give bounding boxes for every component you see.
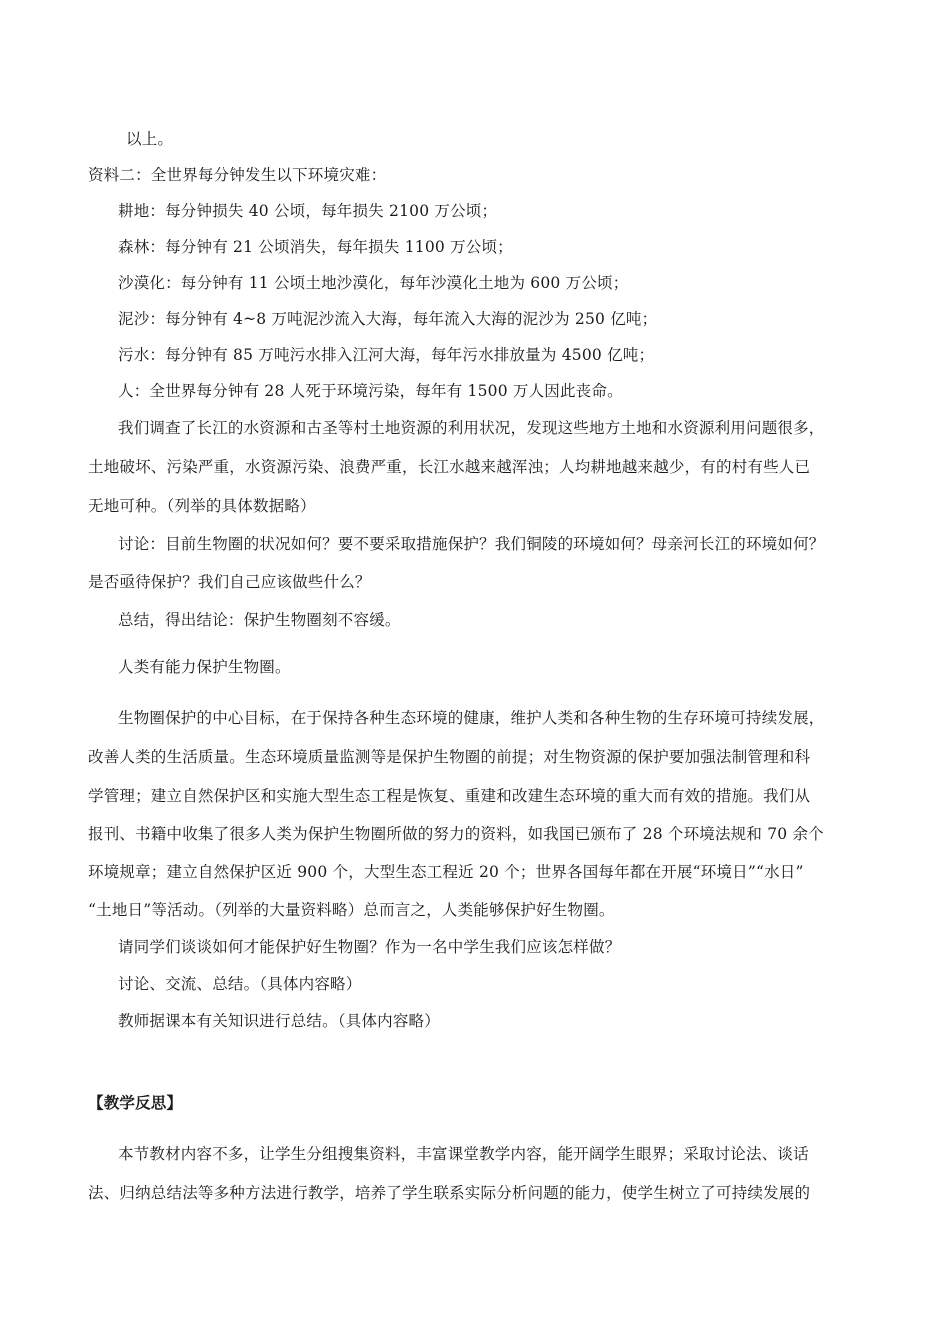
text-line: 森林：每分钟有 21 公顷消失，每年损失 1100 万公顷； <box>118 238 513 256</box>
text-line: 改善人类的生活质量。生态环境质量监测等是保护生物圈的前提；对生物资源的保护要加强法制管理和科 <box>88 748 811 766</box>
text-line: 泥沙：每分钟有 4~8 万吨泥沙流入大海，每年流入大海的泥沙为 250 亿吨； <box>118 310 658 328</box>
text-line: 学管理；建立自然保护区和实施大型生态工程是恢复、重建和改建生态环境的重大而有效的措施。我们从 <box>88 787 811 805</box>
text-line: 以上。 <box>126 130 174 148</box>
text-line: 讨论、交流、总结。（具体内容略） <box>118 975 362 993</box>
text-line: 无地可种。（列举的具体数据略） <box>88 497 316 515</box>
text-line: 环境规章；建立自然保护区近 900 个，大型生态工程近 20 个；世界各国每年都在开展“环境日”“水日” <box>88 863 804 881</box>
text-line: 沙漠化：每分钟有 11 公顷土地沙漠化，每年沙漠化土地为 600 万公顷； <box>118 274 629 292</box>
text-line: 耕地：每分钟损失 40 公顷，每年损失 2100 万公顷； <box>118 202 498 220</box>
section-heading: 【教学反思】 <box>88 1094 183 1112</box>
text-line: 总结，得出结论：保护生物圈刻不容缓。 <box>118 611 401 629</box>
text-line: 教师据课本有关知识进行总结。（具体内容略） <box>118 1012 440 1030</box>
text-line: 本节教材内容不多，让学生分组搜集资料，丰富课堂教学内容，能开阔学生眼界；采取讨论法、谈话 <box>118 1145 809 1163</box>
text-line: 报刊、书籍中收集了很多人类为保护生物圈所做的努力的资料，如我国已颁布了 28 个环境法规和 70 余个 <box>88 825 824 843</box>
text-line: 生物圈保护的中心目标，在于保持各种生态环境的健康，维护人类和各种生物的生存环境可持续发展， <box>118 709 825 727</box>
text-line: 我们调查了长江的水资源和古圣等村土地资源的利用状况，发现这些地方土地和水资源利用问题很多， <box>118 419 825 437</box>
text-line: 讨论：目前生物圈的状况如何？要不要采取措施保护？我们铜陵的环境如何？母亲河长江的环境如何？ <box>118 535 825 553</box>
text-line: 请同学们谈谈如何才能保护好生物圈？作为一名中学生我们应该怎样做？ <box>118 938 621 956</box>
text-line: 污水：每分钟有 85 万吨污水排入江河大海，每年污水排放量为 4500 亿吨； <box>118 346 655 364</box>
text-line: 资料二：全世界每分钟发生以下环境灾难： <box>88 166 387 184</box>
text-line: 人：全世界每分钟有 28 人死于环境污染，每年有 1500 万人因此丧命。 <box>118 382 623 400</box>
text-line: “土地日”等活动。（列举的大量资料略）总而言之，人类能够保护好生物圈。 <box>88 901 615 919</box>
text-line: 人类有能力保护生物圈。 <box>118 658 291 676</box>
text-line: 法、归纳总结法等多种方法进行教学，培养了学生联系实际分析问题的能力，使学生树立了可持续发展的 <box>88 1184 811 1202</box>
text-line: 土地破坏、污染严重，水资源污染、浪费严重，长江水越来越浑浊；人均耕地越来越少，有的村有些人已 <box>88 458 811 476</box>
text-line: 是否亟待保护？我们自己应该做些什么？ <box>88 573 371 591</box>
